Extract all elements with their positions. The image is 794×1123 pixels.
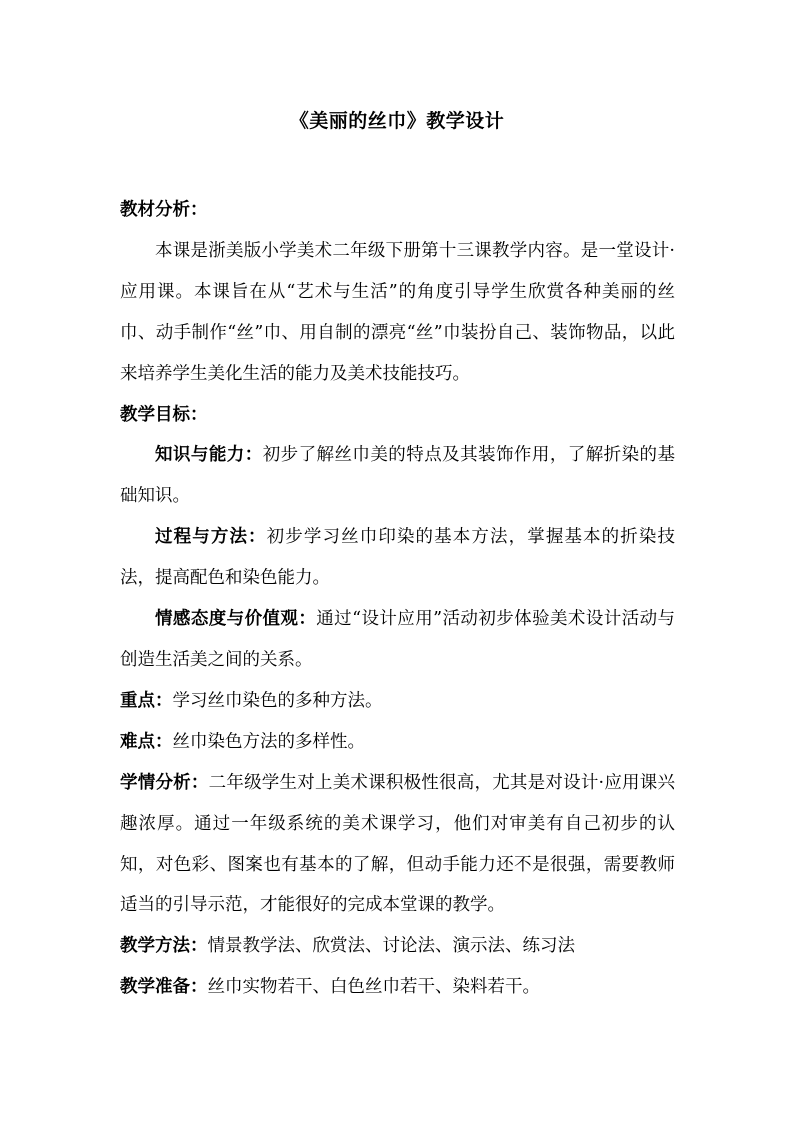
- emotion-objective-label: 情感态度与价值观：: [155, 609, 317, 630]
- knowledge-objective-label: 知识与能力：: [155, 445, 263, 466]
- emotion-objective-paragraph: [120, 599, 675, 681]
- preparation-label: 教学准备：: [120, 977, 208, 998]
- student-analysis-paragraph: [120, 763, 675, 927]
- objectives-heading: [120, 395, 675, 436]
- student-analysis-text: 二年级学生对上美术课积极性很高，尤其是对设计·应用课兴趣浓厚。通过一年级系统的美术课学习，他们对审美有自己初步的认知，对色彩、图案也有基本的了解，但动手能力还不是很强，需要教师适当的引导示范，才能很好的完成本堂课的教学。: [120, 772, 676, 916]
- process-objective-label: 过程与方法：: [155, 527, 267, 548]
- student-analysis-label: 学情分析：: [120, 772, 209, 793]
- material-analysis-label: 教材分析：: [120, 200, 208, 220]
- process-objective-paragraph: [120, 517, 675, 599]
- difficulty-label: 难点：: [120, 731, 173, 752]
- document-title: 《美丽的丝巾》教学设计: [289, 110, 505, 132]
- key-point-label: 重点：: [120, 690, 173, 711]
- methods-text: 情景教学法、欣赏法、讨论法、演示法、练习法: [207, 936, 575, 957]
- material-analysis-heading: [120, 190, 675, 231]
- preparation-text: 丝巾实物若干、白色丝巾若干、染料若干。: [207, 977, 540, 998]
- methods-paragraph: [120, 926, 675, 967]
- key-point-text: 学习丝巾染色的多种方法。: [172, 690, 383, 711]
- difficulty-text: 丝巾染色方法的多样性。: [172, 731, 365, 752]
- key-point-paragraph: [120, 681, 675, 722]
- methods-label: 教学方法：: [120, 936, 208, 957]
- emotion-objective-text: 通过“设计应用”活动初步体验美术设计活动与创造生活美之间的关系。: [120, 609, 675, 670]
- difficulty-paragraph: [120, 722, 675, 763]
- material-analysis-paragraph: 本课是浙美版小学美术二年级下册第十三课教学内容。是一堂设计·应用课。本课旨在从“艺术与生活”的角度引导学生欣赏各种美丽的丝巾、动手制作“丝”巾、用自制的漂亮“丝”巾装扮自己、装饰物品，以此来培养学生美化生活的能力及美术技能技巧。: [120, 240, 675, 384]
- process-objective-text: 初步学习丝巾印染的基本方法，掌握基本的折染技法，提高配色和染色能力。: [120, 527, 676, 589]
- knowledge-objective-text: 初步了解丝巾美的特点及其装饰作用，了解折染的基础知识。: [120, 445, 676, 507]
- knowledge-objective-paragraph: [120, 435, 675, 517]
- document-body: [120, 190, 675, 1008]
- objectives-label: 教学目标：: [120, 404, 208, 425]
- preparation-paragraph: [120, 967, 675, 1008]
